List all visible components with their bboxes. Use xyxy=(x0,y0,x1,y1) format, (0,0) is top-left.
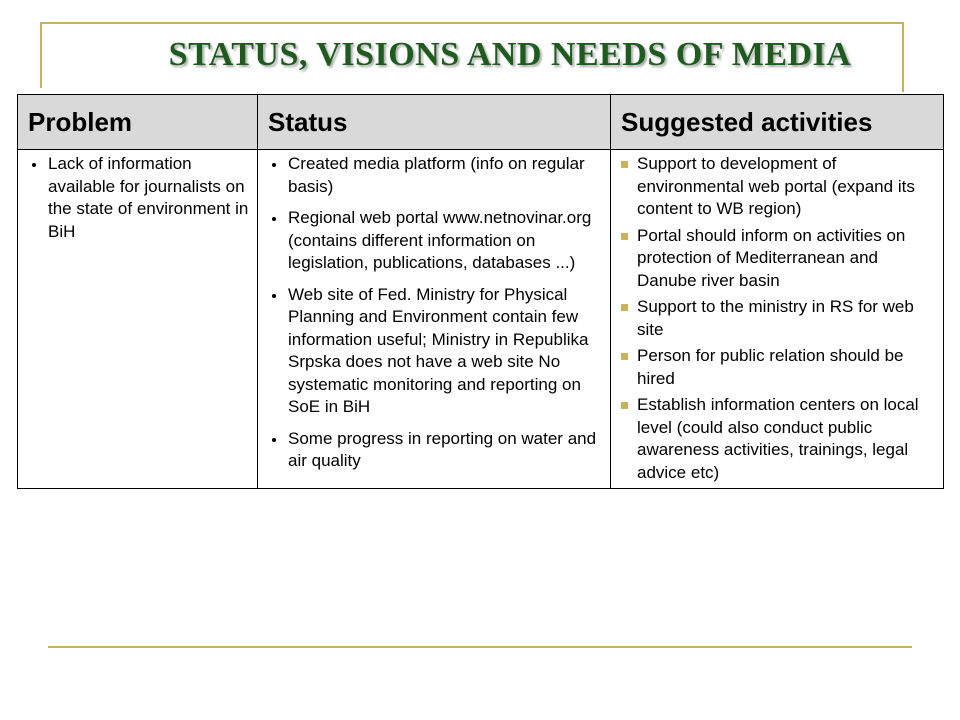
left-rule xyxy=(40,22,42,88)
header-suggested-activities: Suggested activities xyxy=(611,95,944,150)
activities-cell xyxy=(611,150,944,489)
status-cell xyxy=(258,150,611,489)
status-item: Some progress in reporting on water and air quality xyxy=(258,428,610,473)
status-list xyxy=(258,150,610,477)
status-item: Regional web portal www.netnovinar.org (contains different information on legislation, publications, databases ...) xyxy=(258,207,610,275)
bottom-rule xyxy=(48,646,912,648)
activity-item: Support to the ministry in RS for web site xyxy=(611,296,943,341)
table-header-row xyxy=(18,95,944,150)
activity-item: Support to development of environmental web portal (expand its content to WB region) xyxy=(611,153,943,221)
table-row xyxy=(18,150,944,489)
problem-item: Lack of information available for journalists on the state of environment in BiH xyxy=(18,153,257,243)
status-item: Created media platform (info on regular basis) xyxy=(258,153,610,198)
header-status: Status xyxy=(258,95,611,150)
status-item: Web site of Fed. Ministry for Physical Planning and Environment contain few information useful; Ministry in Republika Srpska does not have a web site No systematic monitoring and reporting on SoE in BiH xyxy=(258,284,610,419)
header-problem: Problem xyxy=(18,95,258,150)
activity-item: Person for public relation should be hired xyxy=(611,345,943,390)
problem-list xyxy=(18,150,257,243)
activity-item: Portal should inform on activities on protection of Mediterranean and Danube river basin xyxy=(611,225,943,293)
activities-list xyxy=(611,150,943,484)
problem-cell xyxy=(18,150,258,489)
slide-title: STATUS, VISIONS AND NEEDS OF MEDIA xyxy=(168,36,852,73)
top-rule xyxy=(40,22,904,24)
status-table xyxy=(17,94,944,489)
activity-item: Establish information centers on local level (could also conduct public awareness activities, trainings, legal advice etc) xyxy=(611,394,943,484)
